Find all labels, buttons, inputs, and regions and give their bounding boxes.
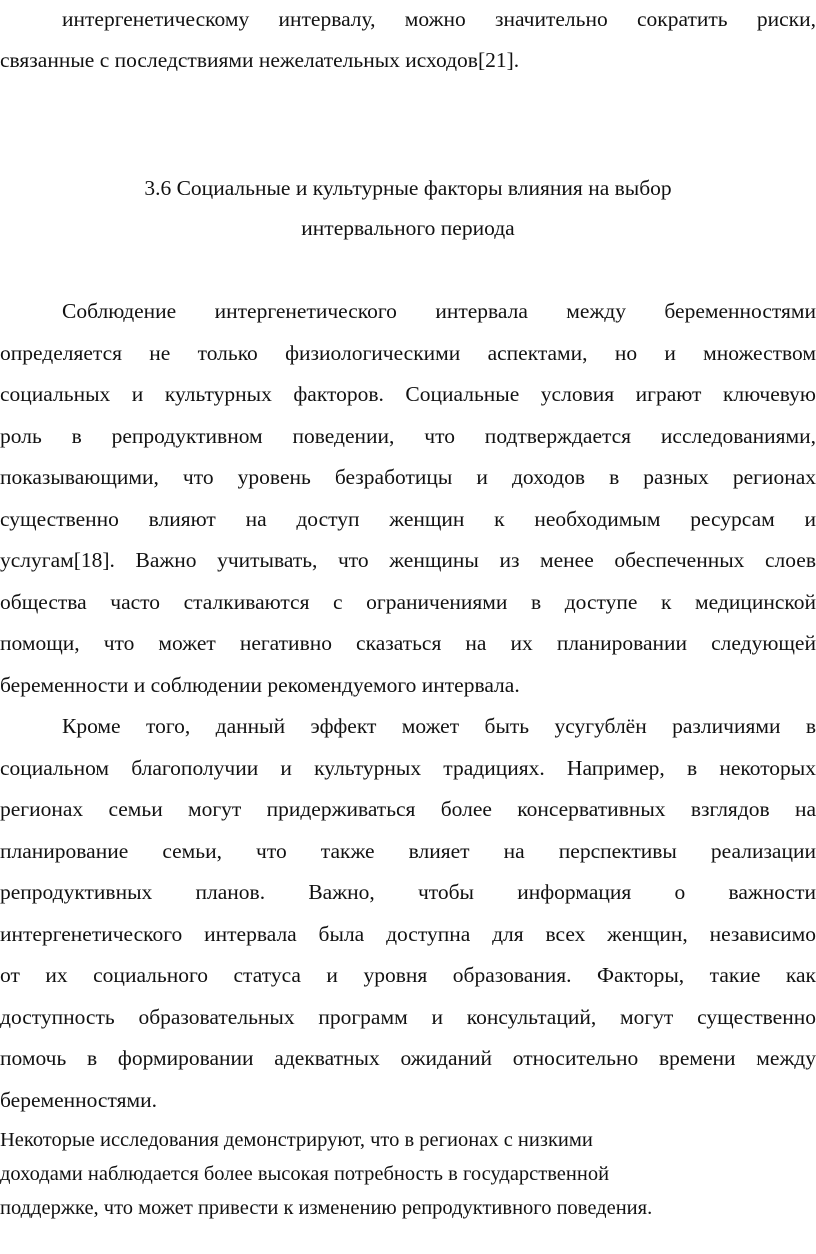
text-line: определяется не только физиологическими аспектами, но и множеством — [0, 341, 816, 365]
text-line: доходами наблюдается более высокая потребность в государственной — [0, 1163, 610, 1185]
text-line: роль в репродуктивном поведении, что подтверждается исследованиями, — [0, 424, 816, 448]
text-line: от их социального статуса и уровня образования. Факторы, такие как — [0, 963, 816, 987]
text-line: репродуктивных планов. Важно, чтобы информация о важности — [0, 880, 816, 904]
text-line: беременности и соблюдении рекомендуемого интервала. — [0, 673, 520, 697]
text-line: существенно влияют на доступ женщин к необходимым ресурсам и — [0, 507, 816, 531]
text-line: общества часто сталкиваются с ограничениями в доступе к медицинской — [0, 590, 816, 614]
text-line: услугам[18]. Важно учитывать, что женщины из менее обеспеченных слоев — [0, 548, 816, 572]
text-line: доступность образовательных программ и консультаций, могут существенно — [0, 1005, 816, 1029]
text-line: регионах семьи могут придерживаться более консервативных взглядов на — [0, 797, 816, 821]
text-line: Кроме того, данный эффект может быть усугублён различиями в — [62, 714, 816, 738]
text-line: социальном благополучии и культурных традициях. Например, в некоторых — [0, 756, 816, 780]
text-line: Некоторые исследования демонстрируют, что в регионах с низкими — [0, 1129, 593, 1151]
section-heading: 3.6 Социальные и культурные факторы влияния на выбор — [144, 176, 672, 200]
text-line: планирование семьи, что также влияет на перспективы реализации — [0, 839, 816, 863]
text-line: связанные с последствиями нежелательных исходов[21]. — [0, 48, 520, 72]
section-heading-continuation: интервального периода — [301, 216, 515, 240]
text-line: показывающими, что уровень безработицы и доходов в разных регионах — [0, 465, 816, 489]
text-line: интергенетического интервала была доступна для всех женщин, независимо — [0, 922, 816, 946]
text-line: поддержке, что может привести к изменению репродуктивного поведения. — [0, 1197, 653, 1219]
text-line: интергенетическому интервалу, можно значительно сократить риски, — [62, 7, 816, 31]
text-line: помощи, что может негативно сказаться на их планировании следующей — [0, 631, 816, 655]
text-line: социальных и культурных факторов. Социальные условия играют ключевую — [0, 382, 816, 406]
text-line: помочь в формировании адекватных ожиданий относительно времени между — [0, 1046, 816, 1070]
text-line: Соблюдение интергенетического интервала между беременностями — [62, 299, 816, 323]
text-line: беременностями. — [0, 1088, 157, 1112]
